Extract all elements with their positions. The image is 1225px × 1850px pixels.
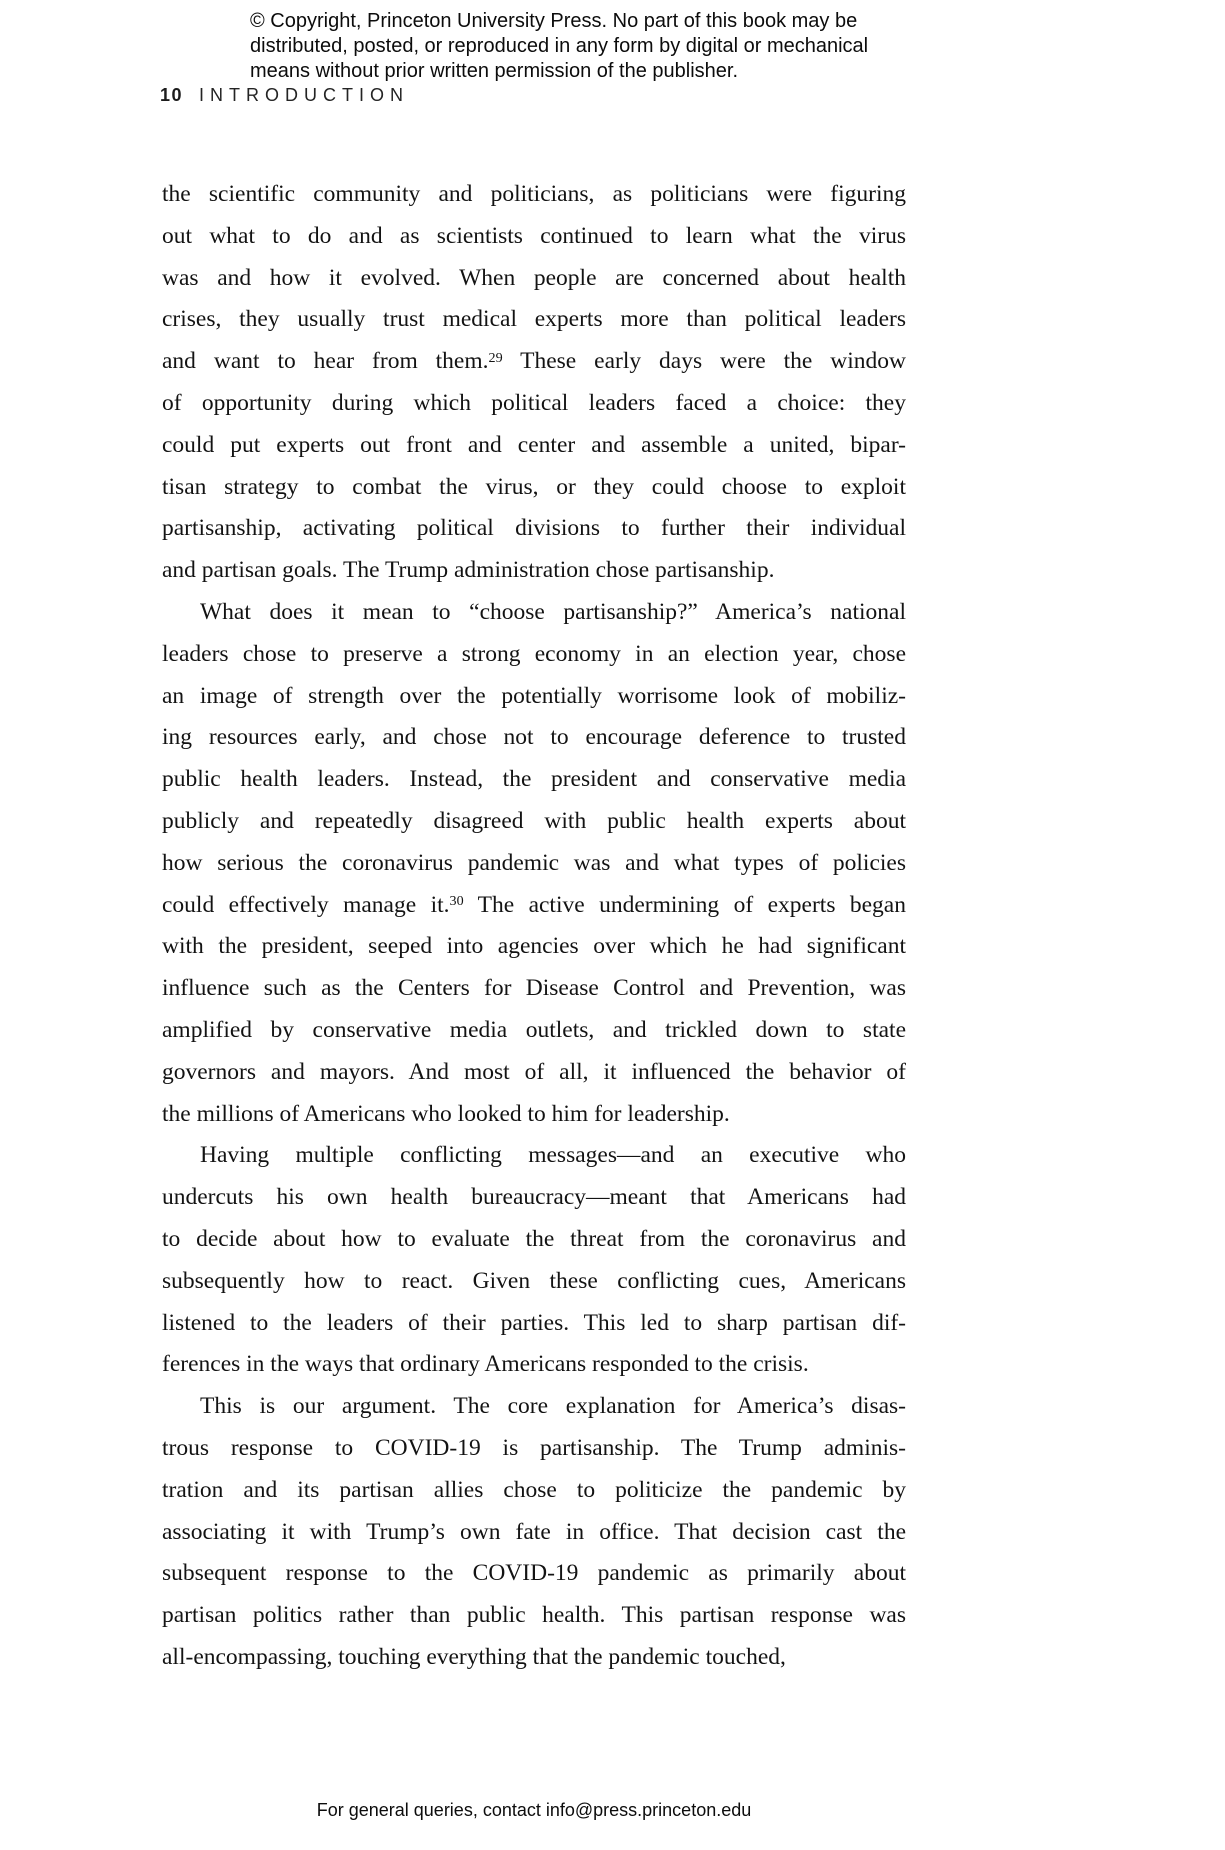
text-line: governors and mayors. And most of all, it influenced the behavior of (162, 1058, 906, 1085)
text-line: and partisan goals. The Trump administration chose partisanship. (162, 557, 775, 584)
text-line: partisan politics rather than public health. This partisan response was (162, 1602, 906, 1629)
text-line: of opportunity during which political leaders faced a choice: they (162, 389, 906, 416)
text-line: listened to the leaders of their parties. This led to sharp partisan dif- (162, 1309, 906, 1336)
text-line: ferences in the ways that ordinary Americans responded to the crisis. (162, 1351, 809, 1378)
copyright-line: means without prior written permission of the publisher. (250, 60, 739, 82)
text-line: crises, they usually trust medical experts more than political leaders (162, 306, 906, 333)
page-footer: For general queries, contact info@press.princeton.edu (316, 1800, 752, 1820)
copyright-notice (250, 9, 868, 84)
text-line: trous response to COVID-19 is partisanship. The Trump adminis- (162, 1434, 906, 1461)
text-line: was and how it evolved. When people are concerned about health (162, 264, 906, 291)
text-line: associating it with Trump’s own fate in office. That decision cast the (162, 1518, 906, 1545)
footnote-ref: 30 (449, 893, 464, 910)
text-line: the millions of Americans who looked to him for leadership. (162, 1100, 730, 1127)
text-line: publicly and repeatedly disagreed with public health experts about (162, 807, 906, 834)
text-line: to decide about how to evaluate the threat from the coronavirus and (162, 1225, 906, 1252)
running-head (160, 85, 409, 106)
text-line: influence such as the Centers for Disease Control and Prevention, was (162, 975, 906, 1002)
section-title: INTRODUCTION (199, 85, 410, 105)
text-line: public health leaders. Instead, the president and conservative media (162, 766, 906, 793)
text-line: an image of strength over the potentially worrisome look of mobiliz- (162, 682, 906, 709)
text-line: What does it mean to “choose partisanship?” America’s national (200, 598, 906, 625)
text-line: tration and its partisan allies chose to politicize the pandemic by (162, 1476, 906, 1503)
text-line: subsequently how to react. Given these conflicting cues, Americans (162, 1267, 906, 1294)
text-line: how serious the coronavirus pandemic was and what types of policies (162, 849, 906, 876)
text-line: This is our argument. The core explanation for America’s disas- (200, 1393, 906, 1420)
copyright-line: © Copyright, Princeton University Press. No part of this book may be (250, 10, 858, 32)
text-line: tisan strategy to combat the virus, or they could choose to exploit (162, 473, 906, 500)
text-line: and want to hear from them.$^{29}$ These early days were the window (162, 348, 906, 375)
text-line: Having multiple conflicting messages—and an executive who (200, 1142, 906, 1169)
text-line: all-encompassing, touching everything that the pandemic touched, (162, 1643, 786, 1670)
page-number: 10 (160, 85, 184, 105)
text-line: could effectively manage it.$^{30}$ The active undermining of experts began (162, 891, 906, 918)
text-line: could put experts out front and center and assemble a united, bipar- (162, 431, 906, 458)
text-line: amplified by conservative media outlets, and trickled down to state (162, 1016, 906, 1043)
text-line: with the president, seeped into agencies over which he had significant (162, 933, 906, 960)
text-line: the scientific community and politicians, as politicians were figuring (162, 181, 906, 207)
text-line: undercuts his own health bureaucracy—meant that Americans had (162, 1184, 906, 1211)
text-line: leaders chose to preserve a strong economy in an election year, chose (162, 640, 906, 667)
footnote-ref: 29 (488, 349, 503, 366)
text-line: subsequent response to the COVID-19 pandemic as primarily about (162, 1560, 906, 1587)
text-line: partisanship, activating political divisions to further their individual (162, 515, 906, 542)
body-text (162, 174, 906, 1679)
text-line: out what to do and as scientists continued to learn what the virus (162, 222, 906, 249)
text-line: ing resources early, and chose not to encourage deference to trusted (162, 724, 906, 751)
copyright-line: distributed, posted, or reproduced in any form by digital or mechanical (250, 35, 869, 57)
